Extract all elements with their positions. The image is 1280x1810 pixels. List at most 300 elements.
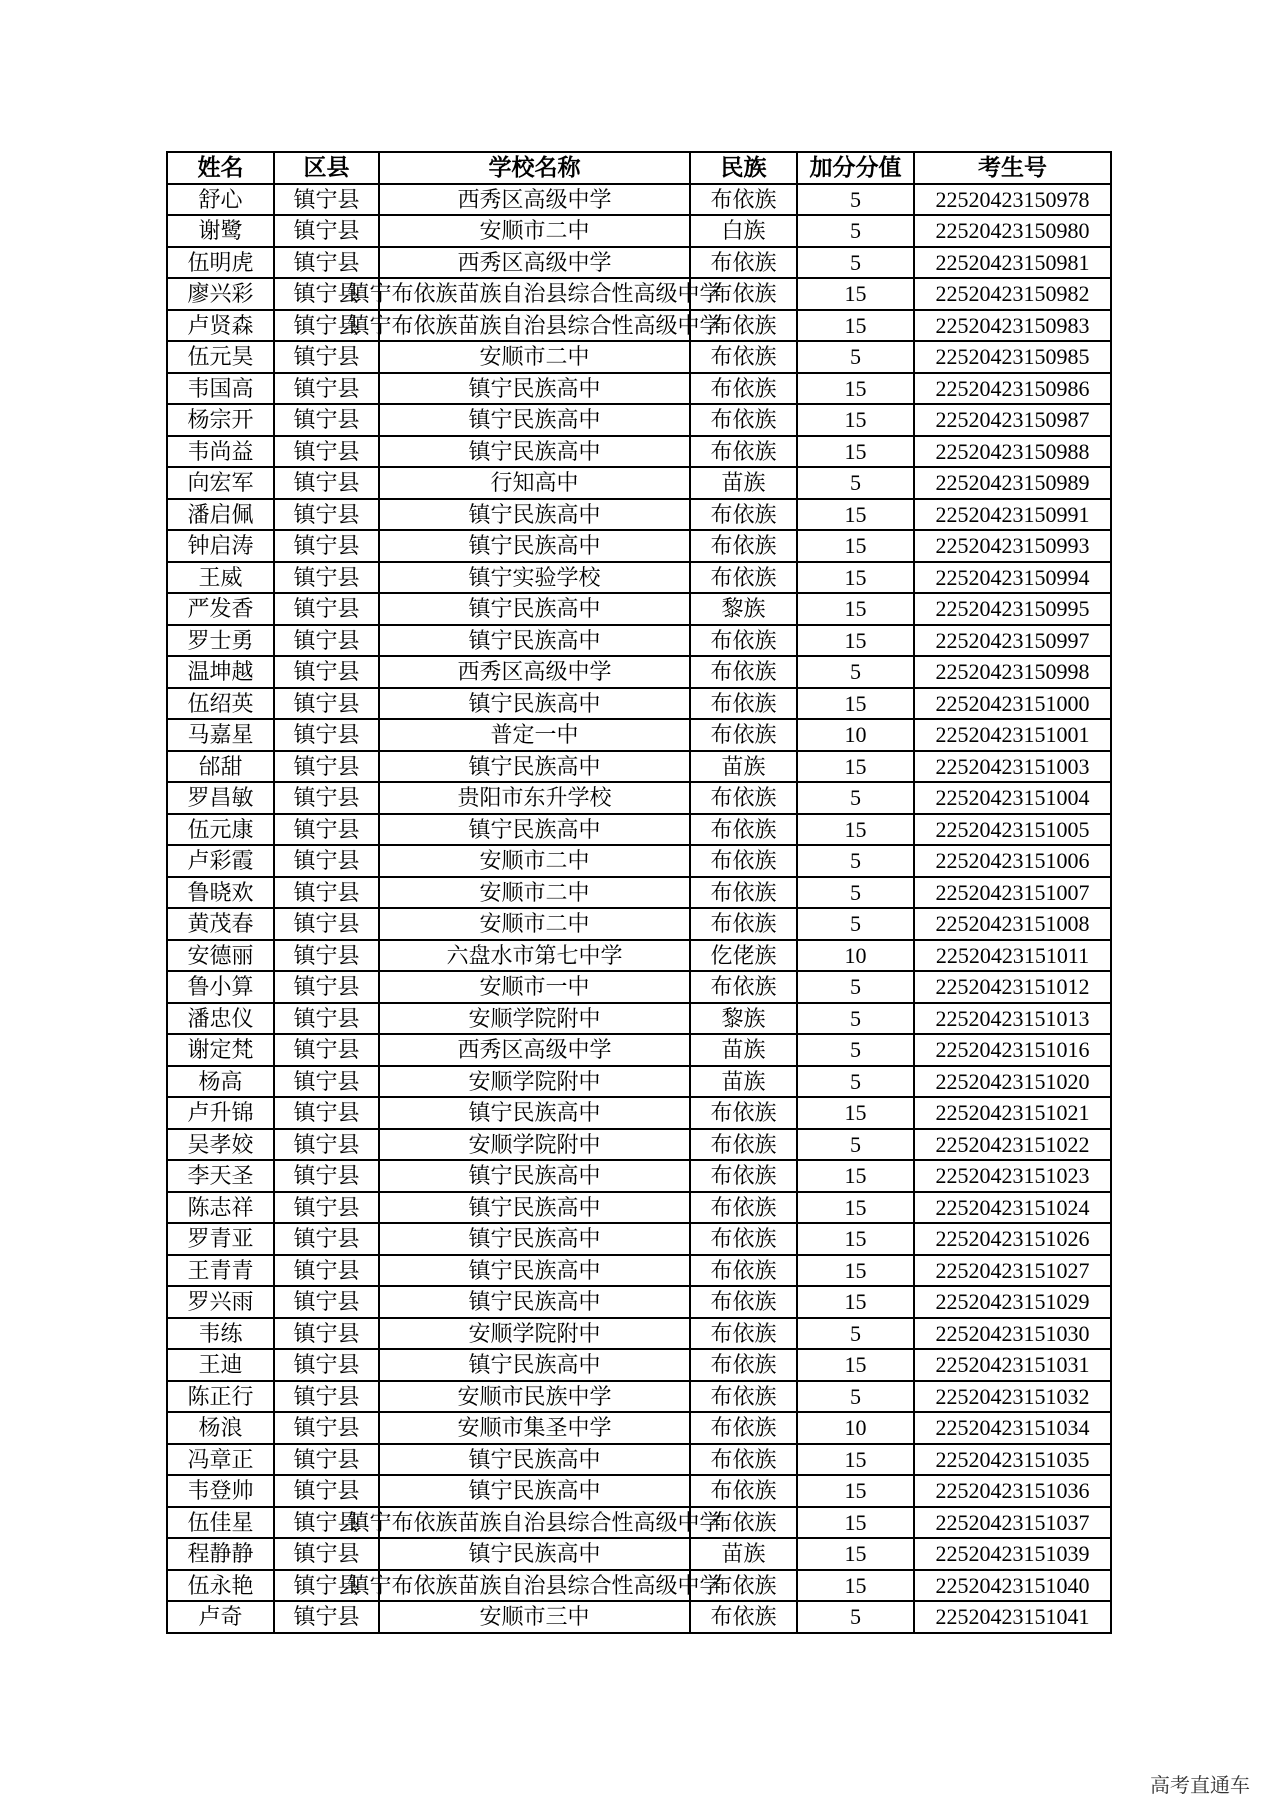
table-row [167, 656, 1111, 688]
ethnicity-cell: 布依族 [690, 1097, 797, 1129]
table-row [167, 341, 1111, 373]
name-cell: 潘忠仪 [167, 1003, 274, 1035]
ethnicity-cell: 苗族 [690, 467, 797, 499]
ethnicity-cell: 苗族 [690, 1066, 797, 1098]
ethnicity-cell: 布依族 [690, 1286, 797, 1318]
bonus-cell: 15 [797, 499, 914, 531]
ethnicity-cell: 布依族 [690, 436, 797, 468]
school-name: 镇宁民族高中 [468, 753, 601, 779]
name-cell: 卢彩霞 [167, 845, 274, 877]
bonus-cell: 5 [797, 877, 914, 909]
name-cell: 谢定梵 [167, 1034, 274, 1066]
ethnicity-cell: 布依族 [690, 908, 797, 940]
bonus-cell: 15 [797, 310, 914, 342]
bonus-cell: 5 [797, 782, 914, 814]
table-row [167, 404, 1111, 436]
table-row [167, 1003, 1111, 1035]
table-row [167, 1507, 1111, 1539]
school-cell [379, 1255, 690, 1287]
ethnicity-cell: 布依族 [690, 1160, 797, 1192]
school-cell [379, 782, 690, 814]
district-cell: 镇宁县 [274, 1444, 379, 1476]
exam-id-cell: 22520423151026 [914, 1223, 1111, 1255]
table-row [167, 1286, 1111, 1318]
bonus-cell: 15 [797, 436, 914, 468]
bonus-cell: 15 [797, 530, 914, 562]
district-cell: 镇宁县 [274, 688, 379, 720]
district-cell: 镇宁县 [274, 1129, 379, 1161]
table-row [167, 1601, 1111, 1633]
table-row [167, 1570, 1111, 1602]
school-cell [379, 719, 690, 751]
table-row [167, 1192, 1111, 1224]
table-row [167, 1223, 1111, 1255]
school-cell [379, 877, 690, 909]
table-row [167, 782, 1111, 814]
school-name: 镇宁民族高中 [468, 1226, 601, 1252]
school-name: 镇宁布依族苗族自治县综合性高级中学 [347, 281, 722, 307]
district-cell: 镇宁县 [274, 845, 379, 877]
school-cell [347, 1570, 722, 1602]
name-cell: 吴孝姣 [167, 1129, 274, 1161]
ethnicity-cell: 仡佬族 [690, 940, 797, 972]
school-cell [379, 404, 690, 436]
district-cell: 镇宁县 [274, 1475, 379, 1507]
name-cell: 廖兴彩 [167, 278, 274, 310]
bonus-cell: 15 [797, 1097, 914, 1129]
name-cell: 罗兴雨 [167, 1286, 274, 1318]
exam-id-cell: 22520423151006 [914, 845, 1111, 877]
exam-id-cell: 22520423150989 [914, 467, 1111, 499]
name-cell: 黄茂春 [167, 908, 274, 940]
bonus-cell: 5 [797, 467, 914, 499]
ethnicity-cell: 布依族 [690, 499, 797, 531]
school-cell [379, 1412, 690, 1444]
school-cell [379, 625, 690, 657]
name-cell: 韦国高 [167, 373, 274, 405]
exam-id-cell: 22520423150981 [914, 247, 1111, 279]
school-name: 镇宁布依族苗族自治县综合性高级中学 [347, 1509, 722, 1535]
school-name: 镇宁民族高中 [468, 407, 601, 433]
ethnicity-cell: 黎族 [690, 1003, 797, 1035]
school-name: 镇宁民族高中 [468, 1289, 601, 1315]
name-cell: 潘启佩 [167, 499, 274, 531]
school-cell [379, 1349, 690, 1381]
exam-id-cell: 22520423151030 [914, 1318, 1111, 1350]
bonus-cell: 5 [797, 1034, 914, 1066]
bonus-cell: 15 [797, 1349, 914, 1381]
name-cell: 马嘉星 [167, 719, 274, 751]
exam-id-cell: 22520423151000 [914, 688, 1111, 720]
table-row [167, 436, 1111, 468]
name-cell: 伍元康 [167, 814, 274, 846]
school-cell [379, 1192, 690, 1224]
district-cell: 镇宁县 [274, 467, 379, 499]
name-cell: 向宏军 [167, 467, 274, 499]
ethnicity-cell: 苗族 [690, 751, 797, 783]
school-cell [379, 908, 690, 940]
name-cell: 杨宗开 [167, 404, 274, 436]
school-name: 镇宁民族高中 [468, 690, 601, 716]
name-cell: 伍绍英 [167, 688, 274, 720]
exam-id-cell: 22520423151035 [914, 1444, 1111, 1476]
school-cell [379, 751, 690, 783]
ethnicity-cell: 布依族 [690, 1570, 797, 1602]
school-name: 镇宁民族高中 [468, 1100, 601, 1126]
school-cell [347, 278, 722, 310]
district-cell: 镇宁县 [274, 1223, 379, 1255]
exam-id-cell: 22520423150982 [914, 278, 1111, 310]
district-cell: 镇宁县 [274, 310, 379, 342]
name-cell: 伍佳星 [167, 1507, 274, 1539]
district-cell: 镇宁县 [274, 436, 379, 468]
school-name: 西秀区高级中学 [457, 1037, 612, 1063]
school-name: 镇宁民族高中 [468, 816, 601, 842]
exam-id-cell: 22520423151020 [914, 1066, 1111, 1098]
table-row [167, 940, 1111, 972]
name-cell: 韦练 [167, 1318, 274, 1350]
table-row [167, 719, 1111, 751]
ethnicity-cell: 布依族 [690, 1601, 797, 1633]
ethnicity-cell: 布依族 [690, 1192, 797, 1224]
bonus-cell: 10 [797, 1412, 914, 1444]
school-cell [379, 184, 690, 216]
name-cell: 卢奇 [167, 1601, 274, 1633]
table-row [167, 593, 1111, 625]
school-name: 镇宁布依族苗族自治县综合性高级中学 [347, 312, 722, 338]
name-cell: 王威 [167, 562, 274, 594]
school-cell [379, 562, 690, 594]
name-cell: 严发香 [167, 593, 274, 625]
school-name: 镇宁民族高中 [468, 1478, 601, 1504]
name-cell: 杨浪 [167, 1412, 274, 1444]
ethnicity-cell: 布依族 [690, 278, 797, 310]
district-cell: 镇宁县 [274, 877, 379, 909]
table-row [167, 530, 1111, 562]
ethnicity-cell: 布依族 [690, 1381, 797, 1413]
school-cell [379, 373, 690, 405]
bonus-cell: 5 [797, 908, 914, 940]
exam-id-cell: 22520423150988 [914, 436, 1111, 468]
table-row [167, 1475, 1111, 1507]
ethnicity-cell: 布依族 [690, 530, 797, 562]
ethnicity-cell: 苗族 [690, 1538, 797, 1570]
ethnicity-cell: 白族 [690, 215, 797, 247]
exam-id-cell: 22520423150994 [914, 562, 1111, 594]
school-name: 安顺市集圣中学 [457, 1415, 612, 1441]
exam-id-cell: 22520423151008 [914, 908, 1111, 940]
exam-id-cell: 22520423151004 [914, 782, 1111, 814]
school-name: 安顺市二中 [479, 218, 590, 244]
district-cell: 镇宁县 [274, 971, 379, 1003]
ethnicity-cell: 苗族 [690, 1034, 797, 1066]
table-row [167, 1381, 1111, 1413]
school-cell [379, 341, 690, 373]
ethnicity-cell: 布依族 [690, 1223, 797, 1255]
exam-id-cell: 22520423151022 [914, 1129, 1111, 1161]
bonus-cell: 15 [797, 593, 914, 625]
exam-id-cell: 22520423151013 [914, 1003, 1111, 1035]
name-cell: 钟启涛 [167, 530, 274, 562]
school-name: 安顺学院附中 [468, 1320, 601, 1346]
district-cell: 镇宁县 [274, 1286, 379, 1318]
ethnicity-cell: 布依族 [690, 845, 797, 877]
header-district: 区县 [274, 152, 379, 184]
exam-id-cell: 22520423150993 [914, 530, 1111, 562]
exam-id-cell: 22520423151023 [914, 1160, 1111, 1192]
school-cell [379, 656, 690, 688]
exam-id-cell: 22520423150978 [914, 184, 1111, 216]
school-cell [379, 971, 690, 1003]
district-cell: 镇宁县 [274, 1349, 379, 1381]
exam-id-cell: 22520423150998 [914, 656, 1111, 688]
school-name: 西秀区高级中学 [457, 186, 612, 212]
school-cell [379, 1318, 690, 1350]
school-name: 镇宁民族高中 [468, 1257, 601, 1283]
school-cell [379, 1475, 690, 1507]
table-row [167, 1349, 1111, 1381]
district-cell: 镇宁县 [274, 1318, 379, 1350]
district-cell: 镇宁县 [274, 814, 379, 846]
table-row [167, 845, 1111, 877]
exam-id-cell: 22520423151032 [914, 1381, 1111, 1413]
school-cell [379, 1444, 690, 1476]
exam-id-cell: 22520423151029 [914, 1286, 1111, 1318]
school-cell [379, 940, 690, 972]
school-cell [379, 467, 690, 499]
table-row [167, 467, 1111, 499]
school-cell [379, 1129, 690, 1161]
table-row [167, 310, 1111, 342]
school-name: 普定一中 [490, 722, 579, 748]
exam-id-cell: 22520423151012 [914, 971, 1111, 1003]
school-name: 安顺市二中 [479, 344, 590, 370]
name-cell: 鲁晓欢 [167, 877, 274, 909]
bonus-cell: 5 [797, 341, 914, 373]
school-name: 镇宁民族高中 [468, 1163, 601, 1189]
school-cell [379, 1160, 690, 1192]
exam-id-cell: 22520423151034 [914, 1412, 1111, 1444]
name-cell: 安德丽 [167, 940, 274, 972]
school-cell [379, 247, 690, 279]
ethnicity-cell: 布依族 [690, 247, 797, 279]
district-cell: 镇宁县 [274, 1097, 379, 1129]
name-cell: 温坤越 [167, 656, 274, 688]
ethnicity-cell: 布依族 [690, 1412, 797, 1444]
exam-id-cell: 22520423150986 [914, 373, 1111, 405]
ethnicity-cell: 布依族 [690, 971, 797, 1003]
school-name: 镇宁民族高中 [468, 533, 601, 559]
bonus-cell: 15 [797, 1444, 914, 1476]
district-cell: 镇宁县 [274, 247, 379, 279]
table-row [167, 1412, 1111, 1444]
table-row [167, 688, 1111, 720]
name-cell: 鲁小算 [167, 971, 274, 1003]
exam-id-cell: 22520423151036 [914, 1475, 1111, 1507]
ethnicity-cell: 布依族 [690, 1507, 797, 1539]
exam-id-cell: 22520423151037 [914, 1507, 1111, 1539]
district-cell: 镇宁县 [274, 562, 379, 594]
district-cell: 镇宁县 [274, 1034, 379, 1066]
ethnicity-cell: 布依族 [690, 373, 797, 405]
name-cell: 罗青亚 [167, 1223, 274, 1255]
name-cell: 舒心 [167, 184, 274, 216]
name-cell: 罗士勇 [167, 625, 274, 657]
school-cell [379, 1034, 690, 1066]
school-name: 镇宁民族高中 [468, 627, 601, 653]
school-cell [379, 688, 690, 720]
ethnicity-cell: 布依族 [690, 562, 797, 594]
exam-id-cell: 22520423150985 [914, 341, 1111, 373]
table-row [167, 562, 1111, 594]
bonus-cell: 5 [797, 971, 914, 1003]
table-row [167, 247, 1111, 279]
district-cell: 镇宁县 [274, 940, 379, 972]
district-cell: 镇宁县 [274, 1570, 379, 1602]
school-cell [379, 1066, 690, 1098]
name-cell: 李天圣 [167, 1160, 274, 1192]
school-name: 镇宁民族高中 [468, 1352, 601, 1378]
ethnicity-cell: 布依族 [690, 1475, 797, 1507]
ethnicity-cell: 布依族 [690, 184, 797, 216]
table-row [167, 625, 1111, 657]
name-cell: 冯章正 [167, 1444, 274, 1476]
name-cell: 陈志祥 [167, 1192, 274, 1224]
table-row [167, 1097, 1111, 1129]
bonus-cell: 15 [797, 688, 914, 720]
exam-id-cell: 22520423150980 [914, 215, 1111, 247]
exam-id-cell: 22520423151007 [914, 877, 1111, 909]
exam-id-cell: 22520423151041 [914, 1601, 1111, 1633]
bonus-cell: 5 [797, 1003, 914, 1035]
header-exam-id: 考生号 [914, 152, 1111, 184]
ethnicity-cell: 布依族 [690, 719, 797, 751]
ethnicity-cell: 黎族 [690, 593, 797, 625]
school-name: 安顺学院附中 [468, 1005, 601, 1031]
header-name: 姓名 [167, 152, 274, 184]
bonus-cell: 15 [797, 404, 914, 436]
school-cell [347, 1507, 722, 1539]
district-cell: 镇宁县 [274, 499, 379, 531]
bonus-cell: 5 [797, 184, 914, 216]
school-name: 镇宁实验学校 [468, 564, 601, 590]
school-name: 镇宁民族高中 [468, 596, 601, 622]
district-cell: 镇宁县 [274, 1003, 379, 1035]
bonus-cell: 15 [797, 625, 914, 657]
table-row [167, 1034, 1111, 1066]
table-row [167, 877, 1111, 909]
ethnicity-cell: 布依族 [690, 688, 797, 720]
name-cell: 伍永艳 [167, 1570, 274, 1602]
table-row [167, 1160, 1111, 1192]
school-cell [379, 1003, 690, 1035]
name-cell: 韦尚益 [167, 436, 274, 468]
bonus-cell: 10 [797, 719, 914, 751]
school-name: 行知高中 [490, 470, 579, 496]
school-name: 西秀区高级中学 [457, 249, 612, 275]
school-cell [379, 530, 690, 562]
school-cell [379, 499, 690, 531]
bonus-cell: 5 [797, 1381, 914, 1413]
table-row [167, 908, 1111, 940]
school-name: 安顺市三中 [479, 1604, 590, 1630]
school-name: 安顺市一中 [479, 974, 590, 1000]
bonus-cell: 15 [797, 373, 914, 405]
name-cell: 伍明虎 [167, 247, 274, 279]
exam-id-cell: 22520423150997 [914, 625, 1111, 657]
exam-id-cell: 22520423151001 [914, 719, 1111, 751]
school-name: 镇宁民族高中 [468, 501, 601, 527]
school-cell [379, 215, 690, 247]
district-cell: 镇宁县 [274, 1538, 379, 1570]
bonus-cell: 15 [797, 1507, 914, 1539]
ethnicity-cell: 布依族 [690, 877, 797, 909]
table-header-row [167, 152, 1111, 184]
exam-id-cell: 22520423151003 [914, 751, 1111, 783]
exam-id-cell: 22520423150995 [914, 593, 1111, 625]
exam-id-cell: 22520423151040 [914, 1570, 1111, 1602]
bonus-cell: 5 [797, 1066, 914, 1098]
ethnicity-cell: 布依族 [690, 782, 797, 814]
name-cell: 伍元昊 [167, 341, 274, 373]
table-row [167, 215, 1111, 247]
bonus-cell: 5 [797, 215, 914, 247]
table-row [167, 1255, 1111, 1287]
bonus-cell: 5 [797, 656, 914, 688]
school-name: 贵阳市东升学校 [457, 785, 612, 811]
school-name: 安顺学院附中 [468, 1068, 601, 1094]
ethnicity-cell: 布依族 [690, 404, 797, 436]
ethnicity-cell: 布依族 [690, 814, 797, 846]
school-cell [347, 310, 722, 342]
exam-id-cell: 22520423151039 [914, 1538, 1111, 1570]
table-row [167, 1318, 1111, 1350]
header-bonus: 加分分值 [797, 152, 914, 184]
bonus-cell: 5 [797, 1129, 914, 1161]
name-cell: 卢贤森 [167, 310, 274, 342]
school-name: 六盘水市第七中学 [446, 942, 623, 968]
name-cell: 卢升锦 [167, 1097, 274, 1129]
bonus-points-table [166, 151, 1112, 1634]
school-cell [379, 1601, 690, 1633]
district-cell: 镇宁县 [274, 530, 379, 562]
exam-id-cell: 22520423151024 [914, 1192, 1111, 1224]
ethnicity-cell: 布依族 [690, 1444, 797, 1476]
bonus-cell: 15 [797, 1286, 914, 1318]
table-row [167, 373, 1111, 405]
table-row [167, 1538, 1111, 1570]
name-cell: 邰甜 [167, 751, 274, 783]
district-cell: 镇宁县 [274, 373, 379, 405]
exam-id-cell: 22520423151016 [914, 1034, 1111, 1066]
exam-id-cell: 22520423150983 [914, 310, 1111, 342]
bonus-cell: 15 [797, 1223, 914, 1255]
district-cell: 镇宁县 [274, 908, 379, 940]
name-cell: 杨高 [167, 1066, 274, 1098]
name-cell: 谢鹭 [167, 215, 274, 247]
bonus-cell: 15 [797, 1570, 914, 1602]
header-ethnicity: 民族 [690, 152, 797, 184]
district-cell: 镇宁县 [274, 1255, 379, 1287]
school-name: 镇宁民族高中 [468, 1194, 601, 1220]
district-cell: 镇宁县 [274, 1160, 379, 1192]
table-row [167, 184, 1111, 216]
name-cell: 王迪 [167, 1349, 274, 1381]
school-cell [379, 1097, 690, 1129]
bonus-cell: 15 [797, 1192, 914, 1224]
school-cell [379, 1381, 690, 1413]
ethnicity-cell: 布依族 [690, 1349, 797, 1381]
